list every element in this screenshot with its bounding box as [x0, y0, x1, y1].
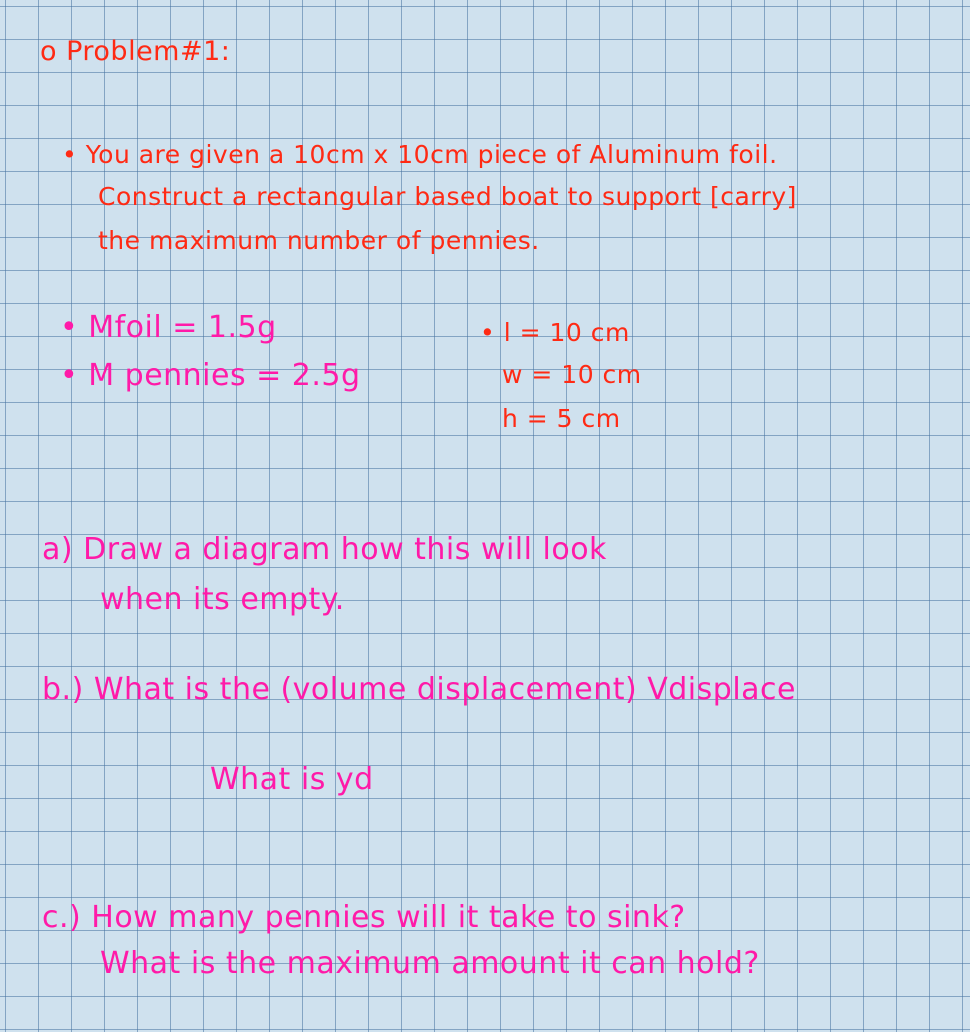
given-mass-pennies: • M pennies = 2.5g [60, 358, 361, 393]
part-b-line-2: What is yd [210, 762, 374, 797]
prompt-line-2: Construct a rectangular based boat to support [carry] [98, 182, 797, 211]
given-length: • l = 10 cm [480, 318, 630, 347]
problem-heading: o Problem#1: [40, 36, 231, 67]
part-c-line-2: What is the maximum amount it can hold? [100, 946, 760, 981]
part-b-line-1: b.) What is the (volume displacement) Vdisplace [42, 672, 796, 707]
part-c-line-1: c.) How many pennies will it take to sink? [42, 900, 686, 935]
given-height: h = 5 cm [502, 404, 621, 433]
part-a-line-1: a) Draw a diagram how this will look [42, 532, 607, 567]
given-mass-foil: • Mfoil = 1.5g [60, 310, 277, 345]
given-width: w = 10 cm [502, 360, 642, 389]
part-a-line-2: when its empty. [100, 582, 345, 617]
prompt-line-3: the maximum number of pennies. [98, 226, 540, 255]
prompt-line-1: • You are given a 10cm x 10cm piece of Aluminum foil. [62, 140, 778, 169]
